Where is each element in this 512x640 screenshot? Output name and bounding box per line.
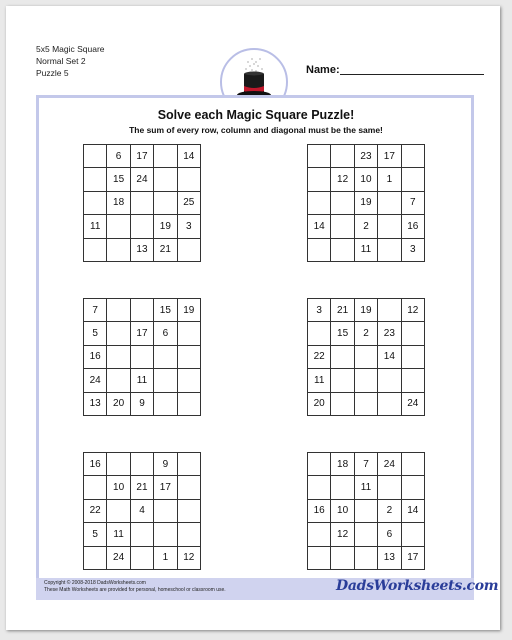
puzzle-cell (308, 453, 331, 476)
puzzle-cell: 6 (107, 145, 130, 168)
puzzle-cell: 23 (355, 145, 378, 168)
worksheet-set: Normal Set 2 (36, 56, 86, 66)
puzzle-cell: 24 (378, 453, 401, 476)
puzzle-cell: 9 (131, 393, 154, 416)
puzzle-cell (178, 476, 201, 499)
puzzle-cell: 21 (154, 239, 177, 262)
puzzle-cell: 9 (154, 453, 177, 476)
puzzle-cell (402, 322, 425, 345)
puzzle-cell: 11 (355, 476, 378, 499)
puzzle-cell (378, 369, 401, 392)
puzzle-cell (154, 168, 177, 191)
puzzle-cell: 18 (107, 192, 130, 215)
puzzle-cell (378, 476, 401, 499)
puzzle-cell: 11 (355, 239, 378, 262)
puzzle-cell: 14 (378, 346, 401, 369)
puzzle-cell: 25 (178, 192, 201, 215)
puzzle-cell: 20 (107, 393, 130, 416)
puzzle-cell (308, 145, 331, 168)
copyright-text: Copyright © 2008-2018 DadsWorksheets.com (44, 580, 146, 586)
puzzle-cell (402, 453, 425, 476)
puzzle-cell: 15 (154, 299, 177, 322)
puzzle-cell (402, 523, 425, 546)
puzzle-cell (331, 239, 354, 262)
puzzle-cell (131, 523, 154, 546)
puzzle-cell: 17 (131, 145, 154, 168)
puzzle-cell: 14 (178, 145, 201, 168)
magic-square-2 (307, 144, 425, 262)
puzzle-cell: 20 (308, 393, 331, 416)
puzzle-cell: 19 (355, 299, 378, 322)
magic-square-3 (83, 298, 201, 416)
puzzle-cell (355, 523, 378, 546)
puzzle-cell (107, 299, 130, 322)
puzzle-cell: 5 (84, 322, 107, 345)
puzzle-cell (378, 215, 401, 238)
puzzle-cell: 6 (378, 523, 401, 546)
puzzle-cell (308, 168, 331, 191)
puzzle-cell: 7 (402, 192, 425, 215)
puzzle-cell (107, 453, 130, 476)
puzzle-cell (308, 322, 331, 345)
puzzle-cell: 17 (131, 322, 154, 345)
puzzle-cell (331, 369, 354, 392)
puzzle-cell (107, 500, 130, 523)
puzzle-cell (154, 500, 177, 523)
puzzle-cell: 12 (402, 299, 425, 322)
puzzle-cell (402, 476, 425, 499)
puzzle-cell: 2 (355, 322, 378, 345)
puzzle-cell: 24 (131, 168, 154, 191)
puzzle-cell: 18 (331, 453, 354, 476)
puzzle-cell: 12 (331, 168, 354, 191)
page-title: Solve each Magic Square Puzzle! (157, 108, 355, 122)
puzzle-cell: 2 (355, 215, 378, 238)
puzzle-cell: 24 (402, 393, 425, 416)
puzzle-cell: 12 (331, 523, 354, 546)
puzzle-cell (131, 299, 154, 322)
puzzle-cell (107, 239, 130, 262)
puzzle-cell (154, 192, 177, 215)
puzzle-cell (107, 346, 130, 369)
puzzle-cell (378, 239, 401, 262)
puzzle-cell: 24 (84, 369, 107, 392)
puzzle-cell: 11 (131, 369, 154, 392)
puzzle-cell (178, 369, 201, 392)
puzzle-cell (355, 369, 378, 392)
puzzle-cell (84, 239, 107, 262)
puzzle-cell: 7 (355, 453, 378, 476)
puzzle-cell: 3 (308, 299, 331, 322)
puzzle-cell: 24 (107, 547, 130, 570)
puzzle-cell: 16 (84, 453, 107, 476)
puzzle-cell: 5 (84, 523, 107, 546)
puzzle-cell: 12 (178, 547, 201, 570)
puzzle-cell (84, 145, 107, 168)
puzzle-cell: 2 (378, 500, 401, 523)
puzzle-cell: 14 (402, 500, 425, 523)
puzzle-cell (154, 523, 177, 546)
puzzle-cell: 1 (378, 168, 401, 191)
puzzle-cell: 16 (84, 346, 107, 369)
puzzle-cell (331, 547, 354, 570)
puzzle-cell (154, 145, 177, 168)
puzzle-cell (107, 369, 130, 392)
usage-notice: These Math Worksheets are provided for personal, homeschool or classroom use. (44, 587, 226, 593)
puzzle-cell: 16 (308, 500, 331, 523)
puzzle-cell (154, 393, 177, 416)
puzzle-cell (378, 299, 401, 322)
name-entry-line (340, 74, 484, 75)
puzzle-cell (84, 476, 107, 499)
puzzle-cell: 11 (107, 523, 130, 546)
puzzle-cell: 22 (84, 500, 107, 523)
puzzle-cell (84, 192, 107, 215)
worksheet-type: 5x5 Magic Square (36, 44, 105, 54)
magic-square-6 (307, 452, 425, 570)
puzzle-cell (131, 192, 154, 215)
puzzle-cell (131, 346, 154, 369)
puzzle-cell (107, 215, 130, 238)
puzzle-cell: 22 (308, 346, 331, 369)
puzzle-cell: 11 (308, 369, 331, 392)
brand-logo: DadsWorksheets.com (336, 578, 499, 594)
copyright-notice (44, 580, 226, 594)
puzzle-cell (402, 168, 425, 191)
puzzle-cell (331, 215, 354, 238)
puzzle-cell (131, 215, 154, 238)
puzzle-cell (331, 192, 354, 215)
puzzle-cell: 21 (131, 476, 154, 499)
puzzle-cell (308, 523, 331, 546)
puzzle-cell: 6 (154, 322, 177, 345)
puzzle-cell: 16 (402, 215, 425, 238)
puzzle-cell (84, 168, 107, 191)
puzzle-cell (331, 476, 354, 499)
puzzle-cell (402, 369, 425, 392)
magic-square-1 (83, 144, 201, 262)
puzzle-cell (378, 393, 401, 416)
puzzle-cell: 21 (331, 299, 354, 322)
puzzle-cell (178, 393, 201, 416)
puzzle-cell (178, 346, 201, 369)
puzzle-cell: 13 (378, 547, 401, 570)
puzzle-cell (154, 369, 177, 392)
magic-square-4 (307, 298, 425, 416)
puzzle-cell: 3 (402, 239, 425, 262)
puzzle-cell: 17 (402, 547, 425, 570)
puzzle-cell (308, 239, 331, 262)
puzzle-cell (84, 547, 107, 570)
puzzle-cell (331, 145, 354, 168)
puzzle-cell: 14 (308, 215, 331, 238)
instructions: The sum of every row, column and diagonal must be the same! (129, 125, 383, 135)
puzzle-cell: 11 (84, 215, 107, 238)
puzzle-cell: 13 (131, 239, 154, 262)
puzzle-cell: 3 (178, 215, 201, 238)
puzzle-cell (178, 453, 201, 476)
puzzle-cell (355, 346, 378, 369)
name-label: Name: (306, 64, 340, 76)
puzzle-cell (308, 547, 331, 570)
puzzle-cell: 15 (331, 322, 354, 345)
puzzle-cell: 10 (107, 476, 130, 499)
puzzle-cell (378, 192, 401, 215)
puzzle-cell: 13 (84, 393, 107, 416)
puzzle-cell (308, 476, 331, 499)
puzzle-cell (355, 547, 378, 570)
puzzle-cell (331, 346, 354, 369)
worksheet-info (36, 43, 105, 79)
puzzle-cell: 17 (154, 476, 177, 499)
puzzle-cell (402, 145, 425, 168)
puzzle-cell (355, 500, 378, 523)
puzzle-cell (355, 393, 378, 416)
puzzle-cell: 10 (355, 168, 378, 191)
puzzle-cell: 19 (355, 192, 378, 215)
puzzle-cell: 15 (107, 168, 130, 191)
puzzle-cell: 17 (378, 145, 401, 168)
puzzle-cell (131, 547, 154, 570)
puzzle-cell: 4 (131, 500, 154, 523)
puzzle-cell (131, 453, 154, 476)
puzzle-cell: 10 (331, 500, 354, 523)
puzzle-cell (178, 239, 201, 262)
puzzle-cell: 1 (154, 547, 177, 570)
magic-square-5 (83, 452, 201, 570)
puzzle-cell (178, 523, 201, 546)
puzzle-cell (308, 192, 331, 215)
puzzle-cell (154, 346, 177, 369)
puzzle-cell (178, 168, 201, 191)
puzzle-cell (178, 500, 201, 523)
puzzle-cell (402, 346, 425, 369)
puzzle-number: Puzzle 5 (36, 68, 69, 78)
puzzle-cell: 23 (378, 322, 401, 345)
puzzle-cell (107, 322, 130, 345)
puzzle-cell (178, 322, 201, 345)
puzzle-cell: 19 (178, 299, 201, 322)
puzzle-cell: 7 (84, 299, 107, 322)
puzzle-cell: 19 (154, 215, 177, 238)
puzzle-cell (331, 393, 354, 416)
